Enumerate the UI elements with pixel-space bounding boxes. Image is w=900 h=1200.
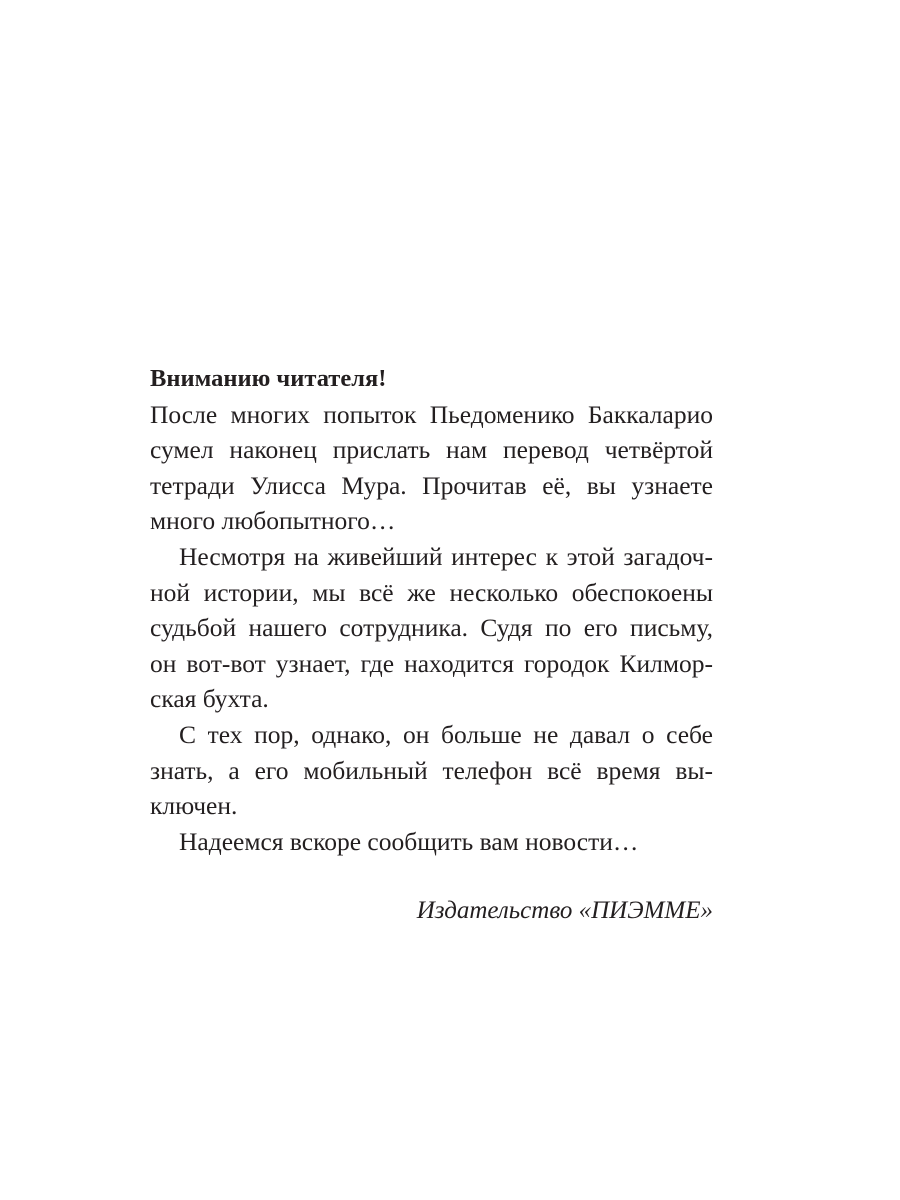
notice-text-block xyxy=(150,361,713,929)
text-line: знать, а его мобильный телефон всё время вы- xyxy=(150,755,713,785)
text-line: сумел наконец прислать нам перевод четвёртой xyxy=(150,435,713,465)
text-line: ключен. xyxy=(150,791,238,821)
publisher-signature: Издательство «ПИЭММЕ» xyxy=(416,897,713,925)
text-line: ская бухта. xyxy=(150,684,269,714)
text-line: Надеемся вскоре сообщить вам новости… xyxy=(179,826,639,856)
text-line: он вот-вот узнает, где находится городок Килмор- xyxy=(150,648,713,678)
text-line: После многих попыток Пьедоменико Баккаларио xyxy=(150,399,713,429)
notice-heading: Вниманию читателя! xyxy=(150,365,387,392)
text-line: много любопытного… xyxy=(150,506,396,536)
text-line: Несмотря на живейший интерес к этой загадоч- xyxy=(179,541,713,571)
paragraph-1 xyxy=(150,397,713,539)
paragraph-3 xyxy=(150,717,713,824)
paragraph-2 xyxy=(150,539,713,717)
text-line: ной истории, мы всё же несколько обеспокоены xyxy=(150,577,713,607)
text-line: судьбой нашего сотрудника. Судя по его письму, xyxy=(150,613,713,643)
text-line: тетради Улисса Мура. Прочитав её, вы узнаете xyxy=(150,470,713,500)
text-line: С тех пор, однако, он больше не давал о себе xyxy=(179,719,713,749)
paragraph-4 xyxy=(150,824,713,860)
